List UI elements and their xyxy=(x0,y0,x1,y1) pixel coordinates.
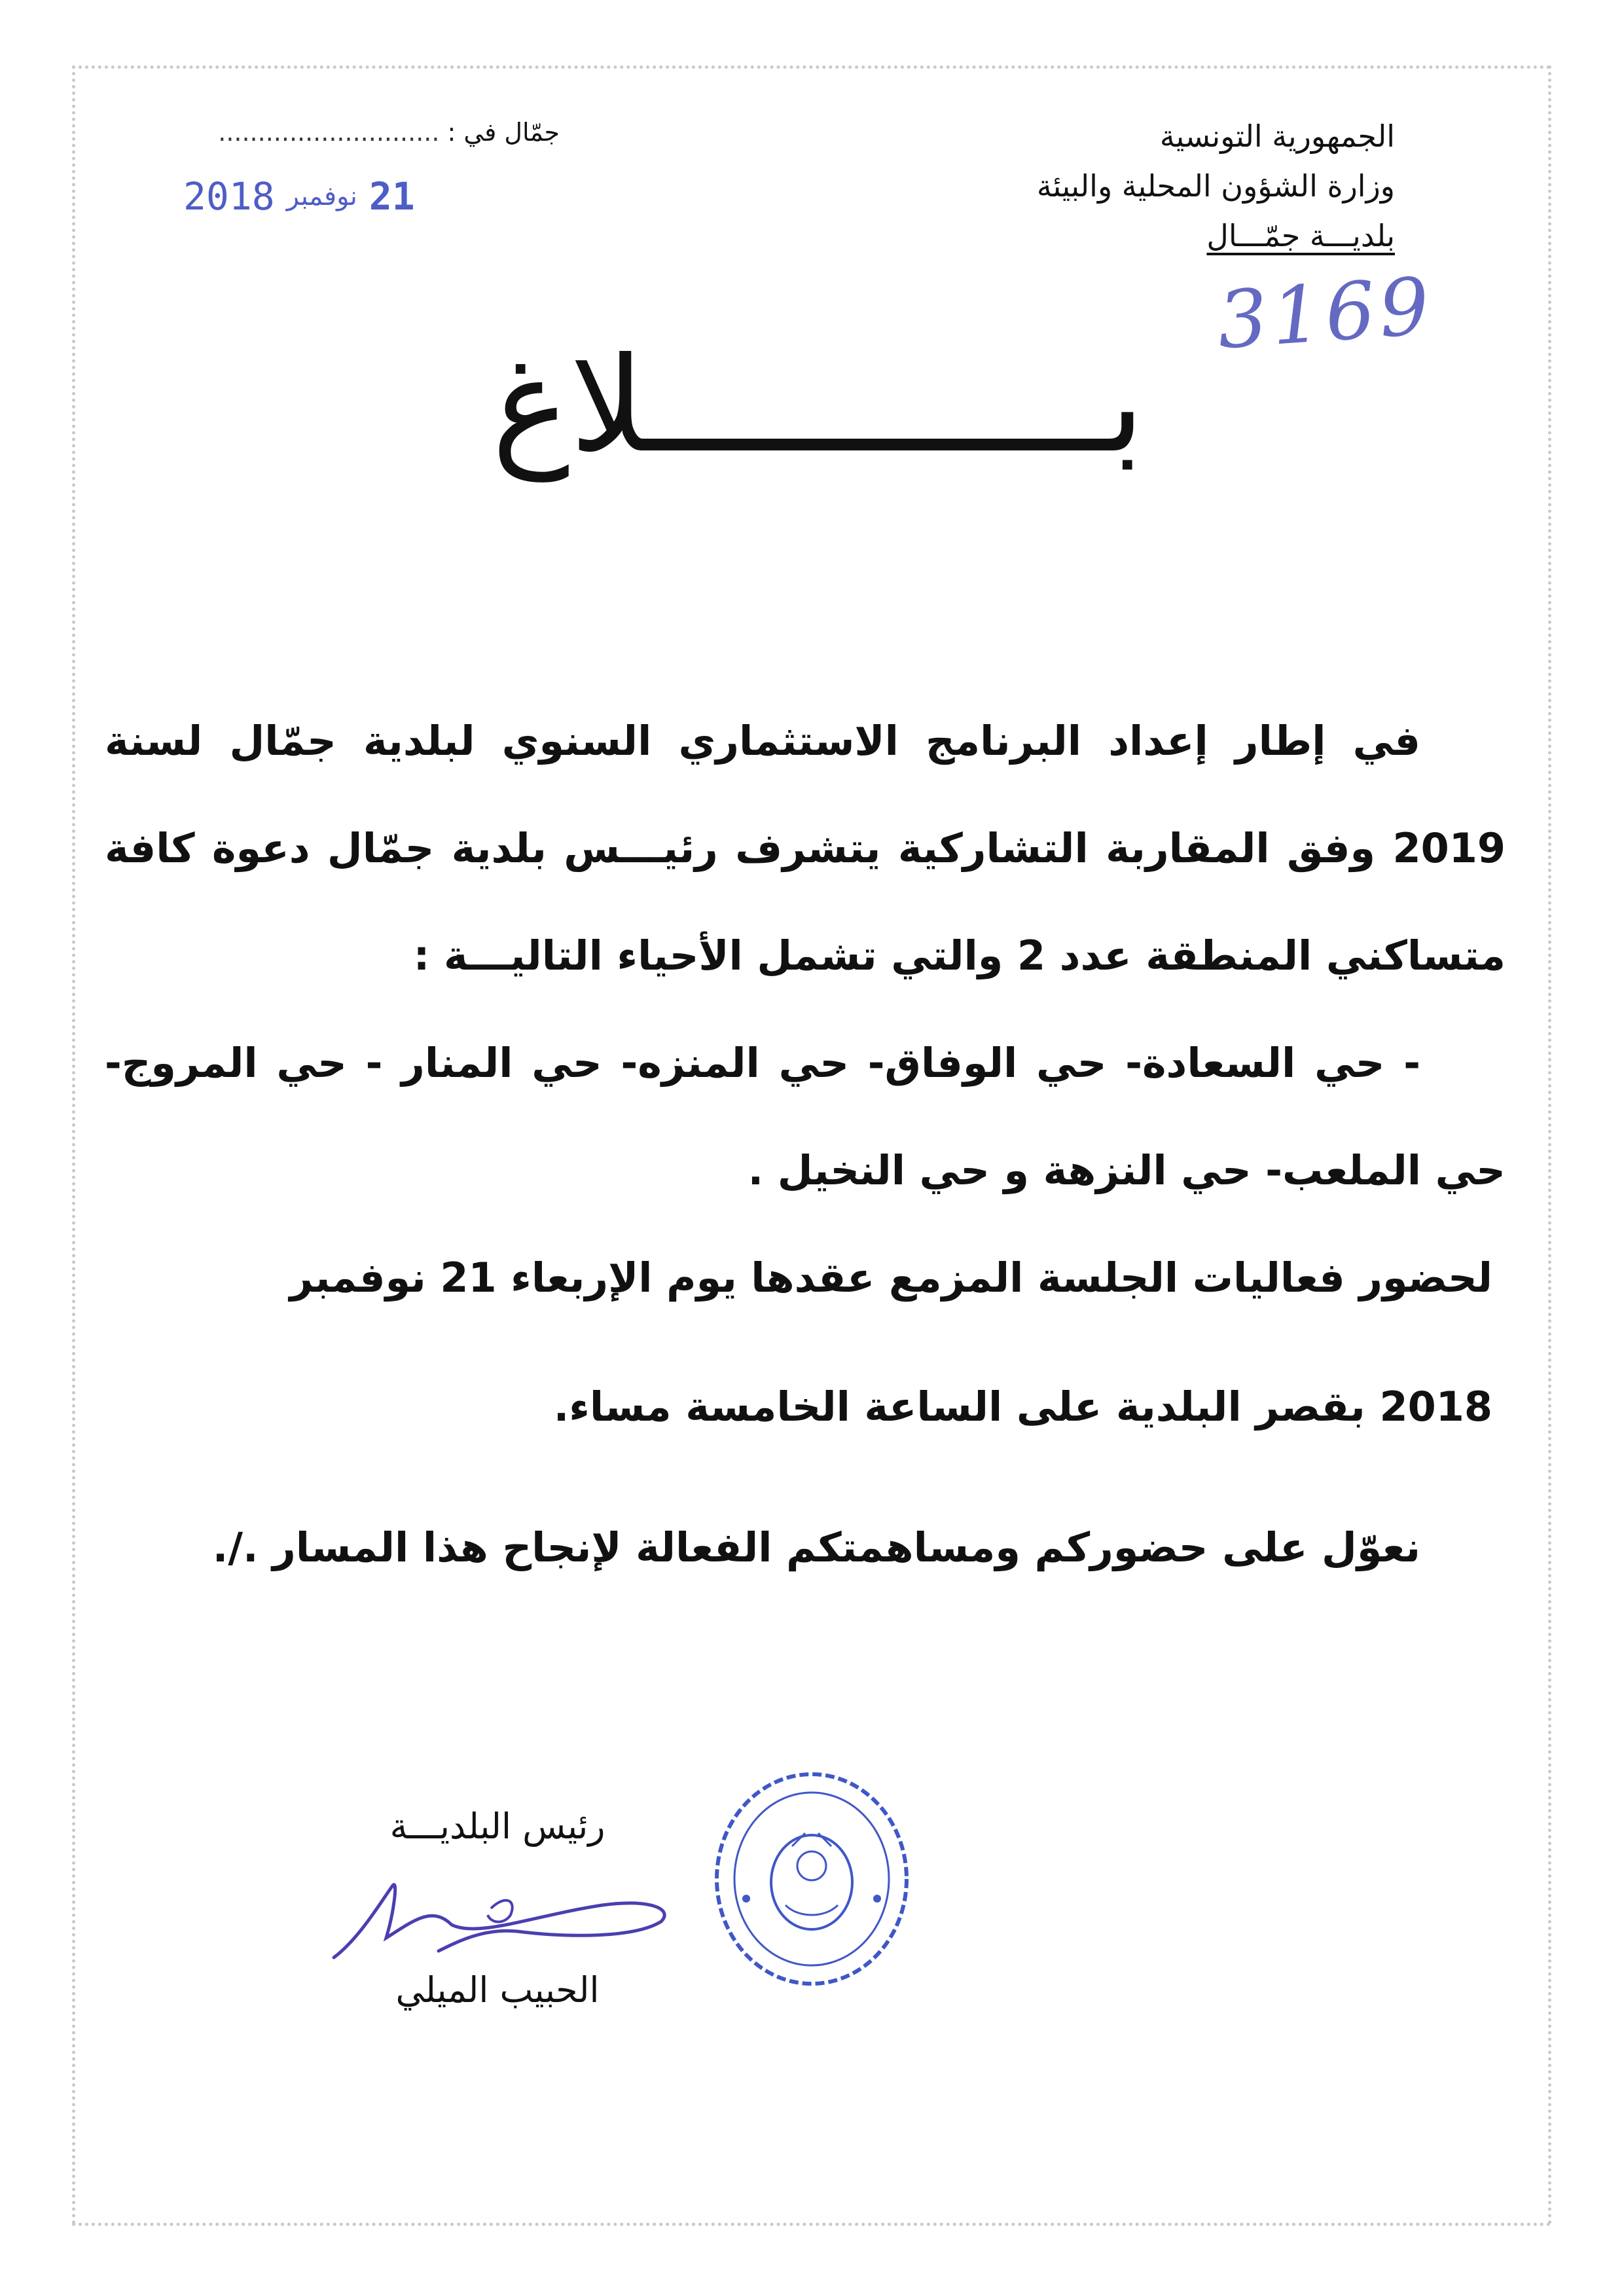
ministry-name: وزارة الشؤون المحلية والبيئة xyxy=(1036,168,1395,204)
paragraph-meeting: لحضور فعاليات الجلسة المزمع عقدها يوم الإربعاء 21 نوفمبر xyxy=(289,1254,1492,1302)
signatory-name: الحبيب الميلي xyxy=(395,1969,600,2011)
stamp-day: 21 xyxy=(369,174,415,219)
paragraph-closing: نعوّل على حضوركم ومساهمتكم الفعالة لإنجاح هذا المسار ./. xyxy=(212,1523,1420,1571)
republic-name: الجمهورية التونسية xyxy=(1159,118,1395,154)
place-date-block xyxy=(154,118,560,219)
stamp-year: 2018 xyxy=(183,174,275,219)
municipal-seal xyxy=(707,1768,916,1990)
registration-number: 3169 xyxy=(1214,261,1436,367)
paragraph-neighborhoods: - حي السعادة- حي الوفاق- حي المنزه- حي المنار - حي المروج- حي الملعب- حي النزهة و حي النخيل . xyxy=(105,1039,1506,1194)
handwritten-signature xyxy=(321,1859,687,1997)
paragraph-time-place: 2018 بقصر البلدية على الساعة الخامسة مساء. xyxy=(553,1383,1492,1430)
place-label: جمّال في : xyxy=(447,118,560,147)
date-stamp xyxy=(183,170,550,223)
announcement-body xyxy=(105,687,1506,1613)
date-dots: ............................ xyxy=(218,118,440,147)
municipality-name: بلديـــة جمّـــال xyxy=(1206,218,1395,253)
signatory-title: رئيس البلديـــة xyxy=(389,1806,605,1847)
paragraph-invitation: في إطار إعداد البرنامج الاستثماري السنوي لبلدية جمّال لسنة 2019 وفق المقاربة التشاركية يتشرف رئيـــس بلدية جمّال دعوة كافة متساكني المنطقة عدد 2 والتي تشمل الأحياء التاليـــة : xyxy=(105,717,1506,979)
document-title: بــــــــــــلاغ xyxy=(492,329,1145,482)
stamp-month: نوفمبر xyxy=(286,181,357,211)
letterhead xyxy=(897,111,1395,261)
